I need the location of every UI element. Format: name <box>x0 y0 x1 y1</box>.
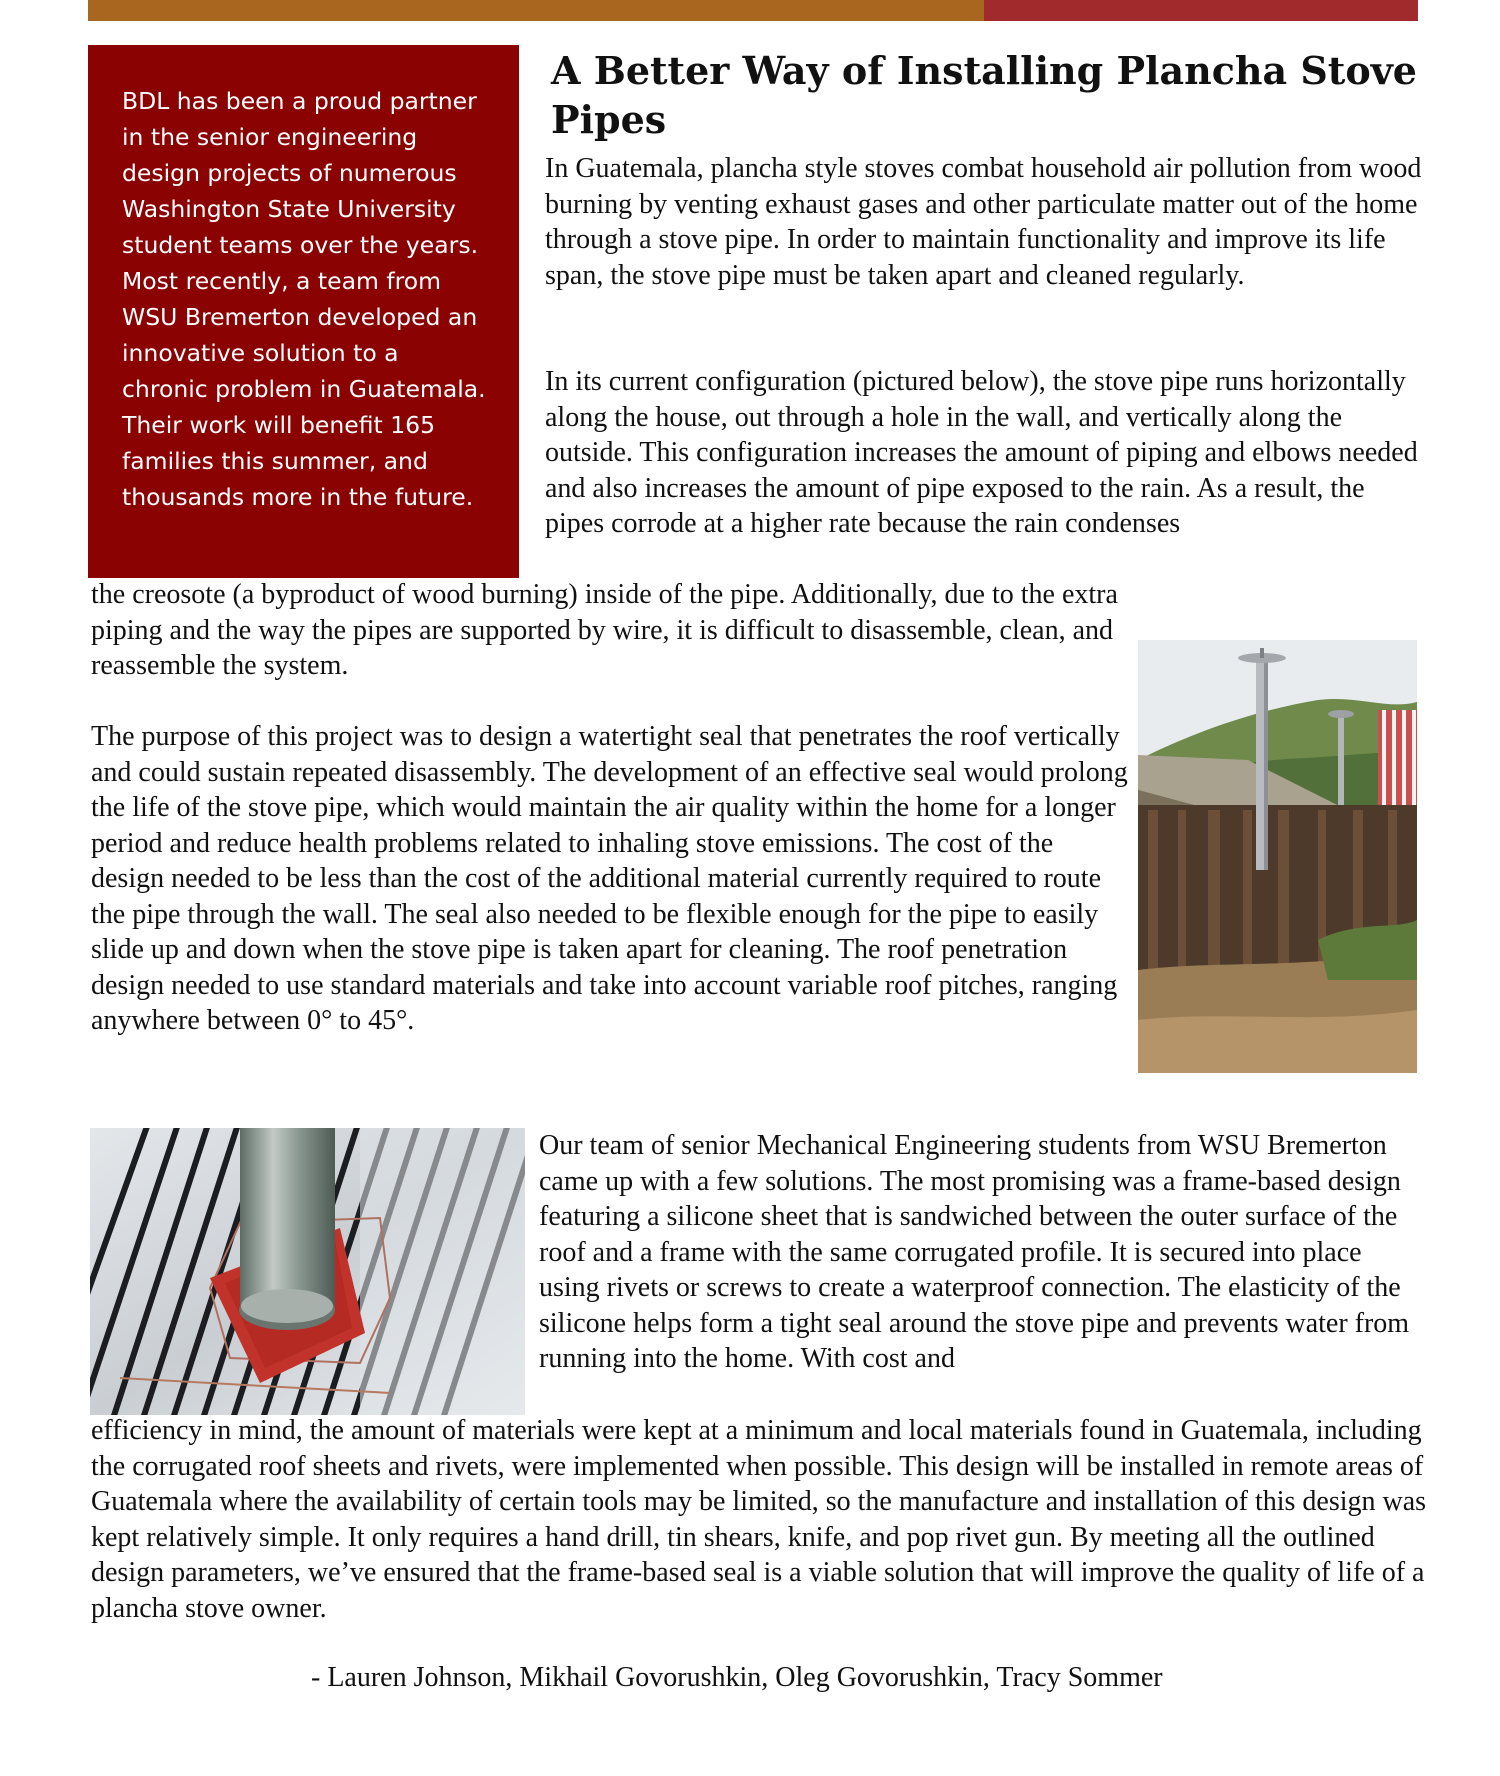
author-signature: - Lauren Johnson, Mikhail Govorushkin, Oleg Govorushkin, Tracy Sommer <box>311 1662 1163 1693</box>
header-bar-gold <box>88 0 984 21</box>
sidebar-callout-text: BDL has been a proud partner in the senior engineering design projects of numerous Washington State University student teams over the years. Most recently, a team from WSU Bremerton developed an innovative solution to a chronic problem in Guatemala. Their work will benefit 165 families this summer, and thousands more in the future. <box>122 87 486 511</box>
article-paragraph-2-start: In its current configuration (pictured below), the stove pipe runs horizontally along the house, out through a hole in the wall, and vertically along the outside. This configuration increases the amount of piping and elbows needed and also increases the amount of pipe exposed to the rain. As a result, the pipes corrode at a higher rate because the rain condenses <box>545 366 1418 539</box>
article-paragraph-4-end: efficiency in mind, the amount of materials were kept at a minimum and local materials found in Guatemala, including the corrugated roof sheets and rivets, were implemented when possible. This design will be installed in remote areas of Guatemala where the availability of certain tools may be limited, so the manufacture and installation of this design was kept relatively simple. It only requires a hand drill, tin shears, knife, and pop rivet gun. By meeting all the outlined design parameters, we’ve ensured that the frame-based seal is a viable solution that will improve the quality of life of a plancha stove owner. <box>91 1415 1427 1624</box>
article-paragraph-2-end: the creosote (a byproduct of wood burning) inside of the pipe. Additionally, due to the extra piping and the way the pipes are supported by wire, it is difficult to disassemble, clean, and reassemble the system. <box>91 579 1118 681</box>
article-title: A Better Way of Installing Plancha Stove Pipes <box>551 48 1417 142</box>
roof-seal-photo <box>90 1128 525 1415</box>
header-color-bar <box>88 0 1418 21</box>
article-paragraph-3: The purpose of this project was to design a watertight seal that penetrates the roof vertically and could sustain repeated disassembly. The development of an effective seal would prolong the life of the stove pipe, which would maintain the air quality within the home for a longer period and reduce health problems related to inhaling stove emissions. The cost of the design needed to be less than the cost of the additional material currently required to route the pipe through the wall. The seal also needed to be flexible enough for the pipe to easily slide up and down when the stove pipe is taken apart for cleaning. The roof penetration design needed to use standard materials and take into account variable roof pitches, ranging anywhere between 0° to 45°. <box>91 721 1128 1036</box>
stove-pipe-house-photo <box>1138 640 1417 1073</box>
header-bar-red <box>984 0 1418 21</box>
article-paragraph-1: In Guatemala, plancha style stoves combat household air pollution from wood burning by venting exhaust gases and other particulate matter out of the home through a stove pipe. In order to maintain functionality and improve its life span, the stove pipe must be taken apart and cleaned regularly. <box>545 153 1422 291</box>
sidebar-callout <box>88 45 519 578</box>
article-paragraph-4-start: Our team of senior Mechanical Engineering students from WSU Bremerton came up with a few solutions. The most promising was a frame-based design featuring a silicone sheet that is sandwiched between the outer surface of the roof and a frame with the same corrugated profile. It is secured into place using rivets or screws to create a waterproof connection. The elasticity of the silicone helps form a tight seal around the stove pipe and prevents water from running into the home. With cost and <box>539 1130 1410 1374</box>
